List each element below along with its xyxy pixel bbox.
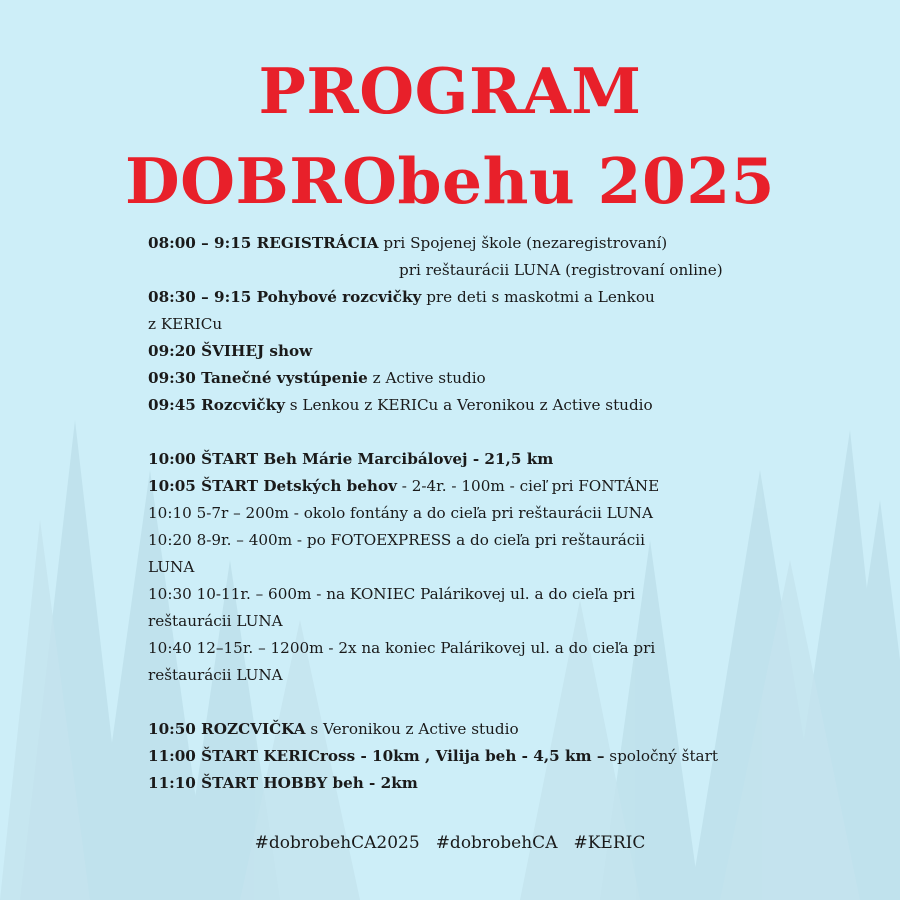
schedule-row-text: LUNA [148, 558, 195, 576]
schedule-row [148, 581, 788, 608]
title-line-2: DOBRObehu 2025 [124, 144, 775, 218]
schedule-row-text: spoločný štart [604, 747, 718, 765]
schedule-row [148, 338, 788, 365]
schedule-row [148, 473, 788, 500]
schedule-row [148, 365, 788, 392]
schedule-row-text: s Lenkou z KERICu a Veronikou z Active studio [284, 396, 653, 414]
schedule-row-bold: 09:30 Tanečné vystúpenie [148, 369, 368, 387]
schedule-row-text: 10:40 12–15r. – 1200m - 2x na koniec Palárikovej ul. a do cieľa pri [148, 639, 656, 657]
schedule-row-bold: 11:00 ŠTART KERICross - 10km , Vilija beh - 4,5 km – [148, 747, 605, 765]
schedule-row [148, 446, 788, 473]
schedule-row-bold: 09:45 Rozcvičky [148, 396, 285, 414]
schedule-row-text: 10:10 5-7r – 200m - okolo fontány a do cieľa pri reštaurácii LUNA [148, 504, 653, 522]
hashtag: #KERIC [573, 833, 646, 853]
schedule-row-text: pre deti s maskotmi a Lenkou [421, 288, 655, 306]
schedule-row-bold: 08:00 – 9:15 REGISTRÁCIA [148, 234, 379, 252]
schedule-row [148, 392, 788, 419]
schedule-row [148, 284, 788, 311]
schedule-row-text: reštaurácii LUNA [148, 666, 283, 684]
schedule-row-text: s Veronikou z Active studio [305, 720, 519, 738]
schedule-spacer [148, 419, 788, 446]
schedule-row [148, 527, 788, 554]
schedule-row [148, 500, 788, 527]
schedule-row [148, 770, 788, 797]
title-line-1: PROGRAM [258, 54, 642, 128]
schedule-row-text: 10:20 8-9r. – 400m - po FOTOEXPRESS a do cieľa pri reštaurácii [148, 531, 646, 549]
schedule-row-text: reštaurácii LUNA [148, 612, 283, 630]
schedule-row-text: 10:30 10-11r. – 600m - na KONIEC Palárikovej ul. a do cieľa pri [148, 585, 635, 603]
schedule-row [148, 635, 788, 662]
schedule-row-text: pri reštaurácii LUNA (registrovaní online) [399, 261, 723, 279]
schedule-row [148, 716, 788, 743]
schedule-row-bold: 08:30 – 9:15 Pohybové rozcvičky [148, 288, 422, 306]
schedule-row-text: pri Spojenej škole (nezaregistrovaní) [378, 234, 668, 252]
hashtags [0, 833, 900, 853]
schedule-row [148, 554, 788, 581]
schedule-row-bold: 10:05 ŠTART Detských behov [148, 477, 397, 495]
schedule-row [148, 311, 788, 338]
schedule-row [148, 257, 788, 284]
schedule-row [148, 662, 788, 689]
schedule-list [148, 230, 788, 797]
schedule-row-text: z KERICu [148, 315, 223, 333]
schedule-row-bold: 09:20 ŠVIHEJ show [148, 342, 313, 360]
hashtag: #dobrobehCA [435, 833, 558, 853]
schedule-row-text: - 2-4r. - 100m - cieľ pri FONTÁNE [396, 477, 660, 495]
hashtag: #dobrobehCA2025 [254, 833, 420, 853]
schedule-row-bold: 11:10 ŠTART HOBBY beh - 2km [148, 774, 418, 792]
schedule-row [148, 230, 788, 257]
schedule-row-text: z Active studio [367, 369, 486, 387]
schedule-row [148, 608, 788, 635]
schedule-spacer [148, 689, 788, 716]
schedule-row-bold: 10:00 ŠTART Beh Márie Marcibálovej - 21,5 km [148, 450, 554, 468]
schedule-row [148, 743, 788, 770]
schedule-row-bold: 10:50 ROZCVIČKA [148, 720, 306, 738]
